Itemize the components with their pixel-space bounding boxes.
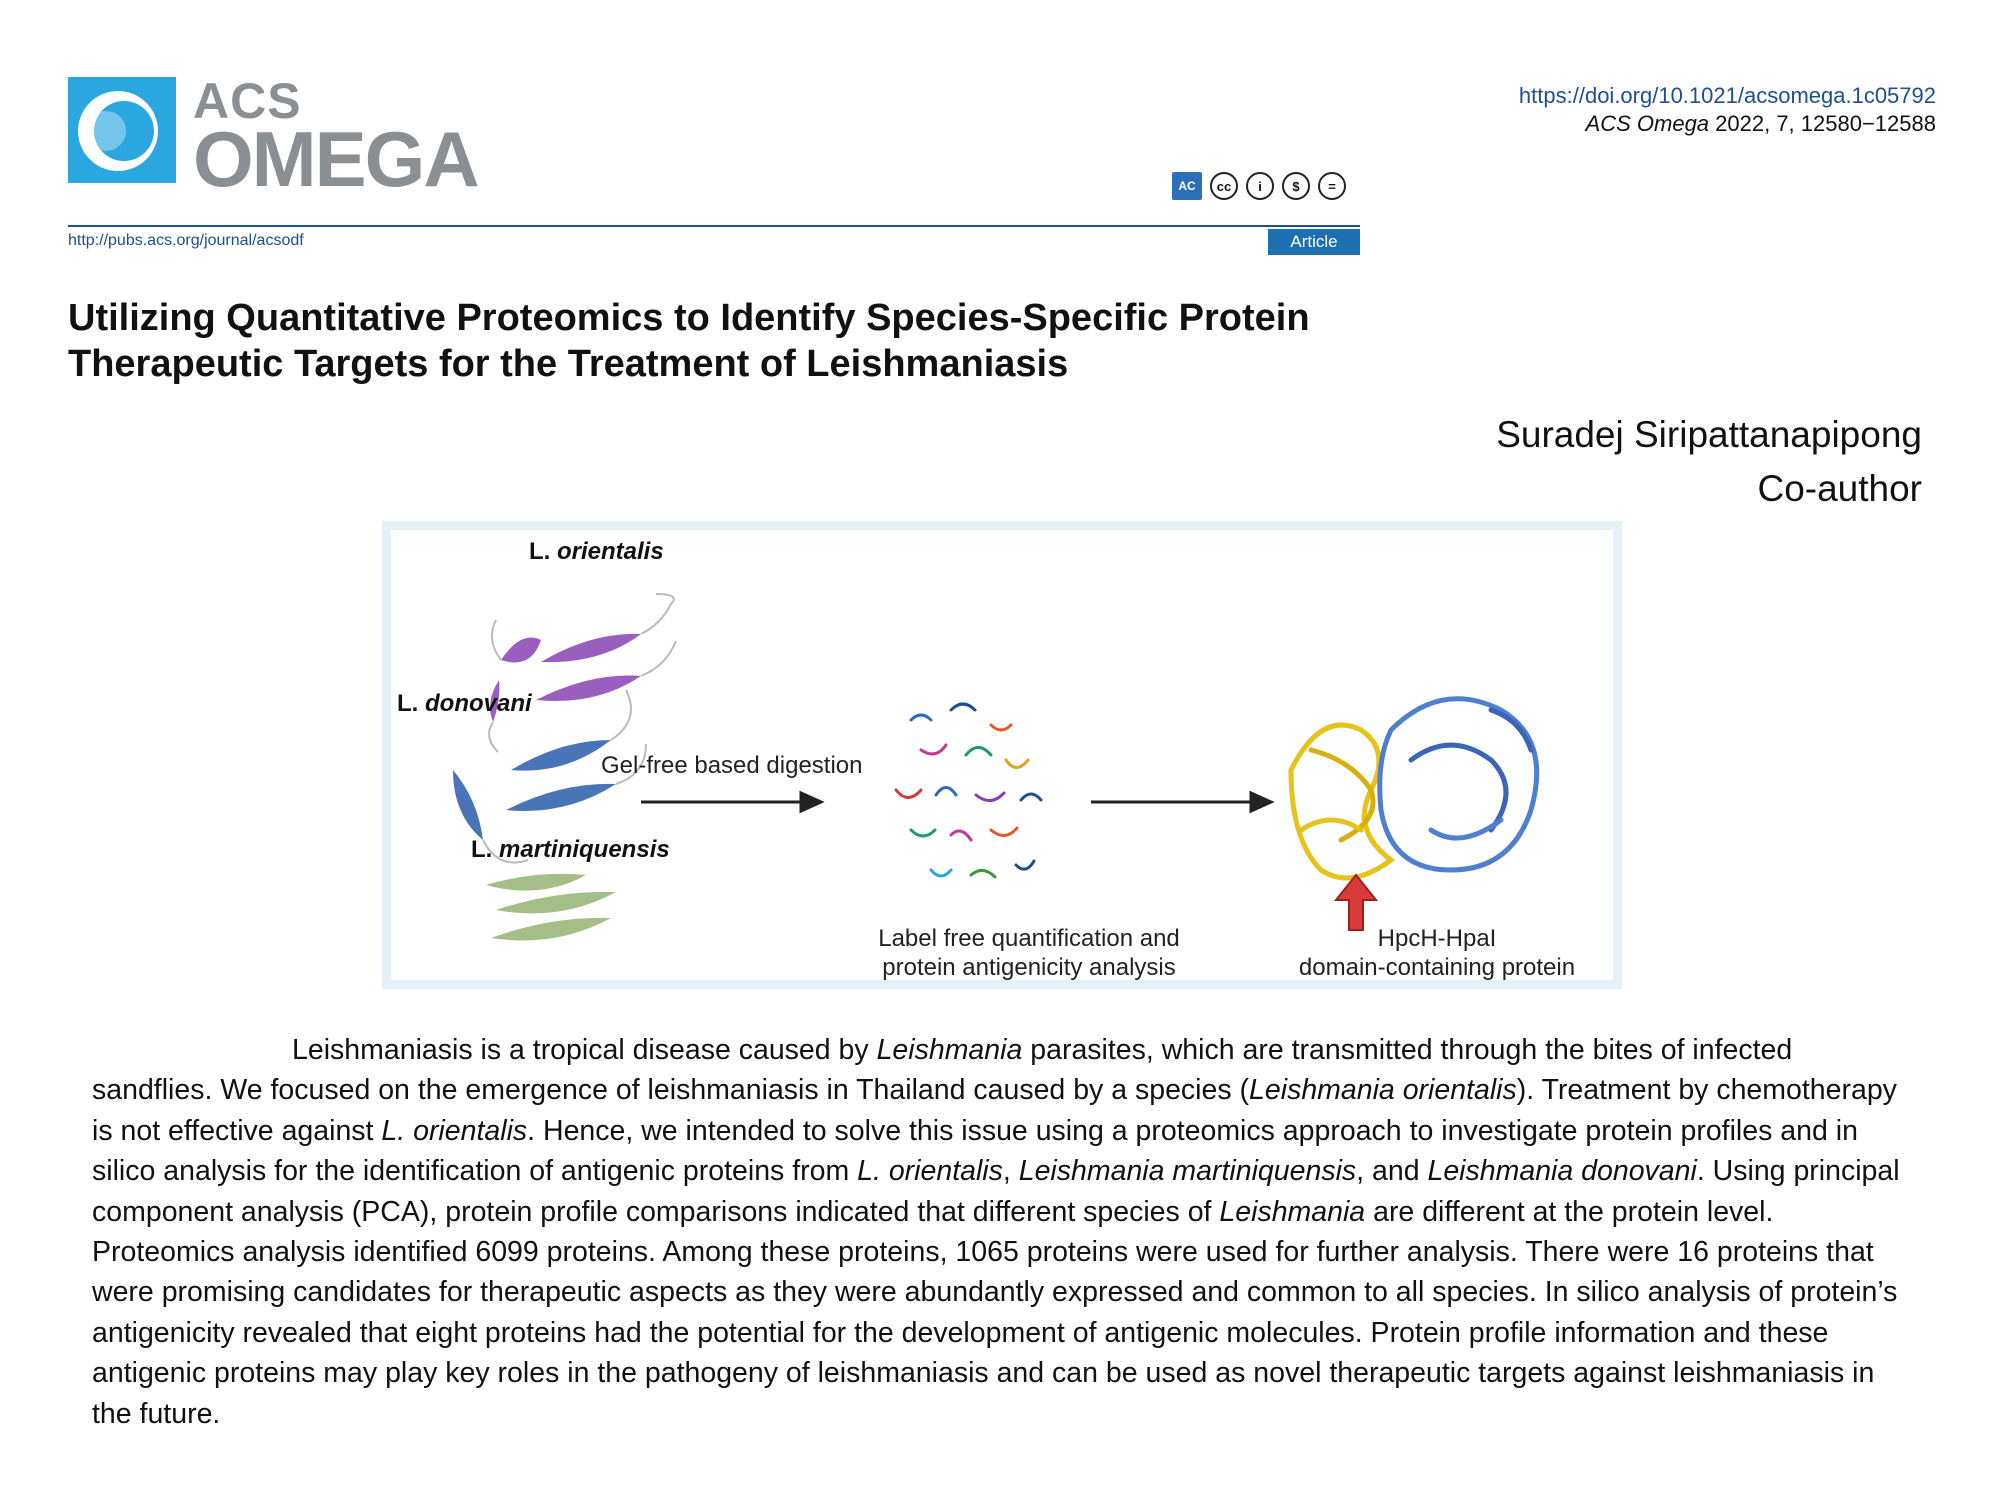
species-label-martiniquensis bbox=[471, 836, 670, 864]
abstract-italic-run: Leishmania orientalis bbox=[1249, 1074, 1517, 1107]
citation-journal: ACS Omega bbox=[1585, 111, 1710, 136]
toc-graphic-canvas bbox=[391, 530, 1613, 980]
abstract-text-run: . Using principal component analysis (PCA), protein profile comparisons indicated that different species of bbox=[92, 1155, 1900, 1228]
nc-icon[interactable]: $ bbox=[1282, 172, 1310, 200]
species-prefix: L. bbox=[529, 538, 557, 565]
ac-icon[interactable]: AC bbox=[1172, 172, 1202, 200]
toc-graphic bbox=[382, 521, 1622, 989]
abstract bbox=[92, 1030, 1912, 1434]
logo-ring-icon bbox=[68, 77, 176, 183]
step-quantification-line1: Label free quantification and bbox=[878, 925, 1180, 952]
result-protein-label bbox=[1267, 924, 1607, 982]
result-protein-line1: HpcH-HpaI bbox=[1377, 925, 1497, 952]
abstract-paragraph bbox=[92, 1030, 1912, 1434]
species-prefix: L. bbox=[397, 690, 425, 717]
by-icon[interactable]: i bbox=[1246, 172, 1274, 200]
article-type-badge: Article bbox=[1268, 229, 1360, 255]
step-quantification-label bbox=[849, 924, 1209, 982]
abstract-italic-run: Leishmania martiniquensis bbox=[1018, 1155, 1357, 1188]
orientalis-flagella-icon bbox=[489, 594, 676, 752]
protein-structure-icon bbox=[1291, 699, 1537, 878]
journal-url-link[interactable]: http://pubs.acs.org/journal/acsodf bbox=[68, 232, 304, 249]
license-icons bbox=[1172, 172, 1346, 200]
author-role: Co-author bbox=[1757, 468, 1922, 509]
acs-omega-logo bbox=[68, 72, 488, 203]
header-rule bbox=[68, 225, 1360, 227]
result-protein-line2: domain-containing protein bbox=[1298, 954, 1576, 981]
article-title: Utilizing Quantitative Proteomics to Identify Species-Specific Protein Therapeutic Targets for the Treatment of Leishmaniasis bbox=[68, 297, 1310, 385]
species-prefix: L. bbox=[471, 836, 499, 863]
logo-acs-text: ACS bbox=[193, 73, 302, 129]
citation bbox=[1519, 110, 1936, 138]
species-name: orientalis bbox=[557, 538, 664, 565]
peptide-fragments-icon bbox=[896, 704, 1041, 877]
logo-omega-text: OMEGA bbox=[193, 115, 478, 203]
step-digestion-label: Gel-free based digestion bbox=[601, 752, 863, 779]
red-up-arrow-icon bbox=[1336, 875, 1376, 930]
abstract-text-run: , and bbox=[1356, 1155, 1428, 1188]
author-block bbox=[1496, 408, 1922, 516]
abstract-italic-run: Leishmania donovani bbox=[1427, 1155, 1697, 1188]
abstract-text-run: , bbox=[1002, 1155, 1019, 1188]
abstract-text-run: parasites, which are transmitted through the bites of infected sandflies. We focused on the emergence of leishmaniasis in Thailand caused by a species ( bbox=[92, 1034, 1793, 1107]
species-label-donovani bbox=[397, 690, 532, 718]
doi-link[interactable]: https://doi.org/10.1021/acsomega.1c05792 bbox=[1518, 83, 1936, 108]
cc-icon[interactable]: cc bbox=[1210, 172, 1238, 200]
toc-illustration bbox=[391, 530, 1613, 980]
nd-icon[interactable]: = bbox=[1318, 172, 1346, 200]
doi-block bbox=[1519, 82, 1936, 138]
abstract-text-run: are different at the protein level. Proteomics analysis identified 6099 proteins. Among these proteins, 1065 proteins were used for further analysis. There were 16 proteins that were promising candidates for therapeutic aspects as they were abundantly expressed and common to all species. In silico analysis of protein’s antigenicity revealed that eight proteins had the potential for the development of antigenic molecules. Protein profile information and these antigenic proteins may play key roles in the pathogeny of leishmaniasis and can be used as novel therapeutic targets against leishmaniasis in the future. bbox=[92, 1195, 1898, 1430]
abstract-text-run: . Hence, we intended to solve this issue using a proteomics approach to investigate protein profiles and in silico analysis for the identification of antigenic proteins from bbox=[92, 1114, 1858, 1188]
abstract-italic-run: L. orientalis bbox=[857, 1155, 1003, 1188]
abstract-text-run: Leishmaniasis is a tropical disease caused by bbox=[292, 1034, 877, 1066]
abstract-italic-run: Leishmania bbox=[876, 1034, 1023, 1066]
martiniquensis-parasites-icon bbox=[486, 874, 616, 941]
abstract-text-run: ). Treatment by chemotherapy is not effective against bbox=[92, 1074, 1897, 1147]
species-name: donovani bbox=[425, 690, 532, 717]
author-name: Suradej Siripattanapipong bbox=[1496, 414, 1922, 455]
species-name: martiniquensis bbox=[499, 836, 670, 863]
abstract-italic-run: L. orientalis bbox=[381, 1114, 528, 1147]
donovani-parasites-icon bbox=[453, 740, 616, 840]
citation-details: 2022, 7, 12580−12588 bbox=[1709, 111, 1936, 136]
species-label-orientalis bbox=[529, 538, 664, 566]
abstract-italic-run: Leishmania bbox=[1219, 1195, 1366, 1228]
step-quantification-line2: protein antigenicity analysis bbox=[882, 954, 1176, 981]
